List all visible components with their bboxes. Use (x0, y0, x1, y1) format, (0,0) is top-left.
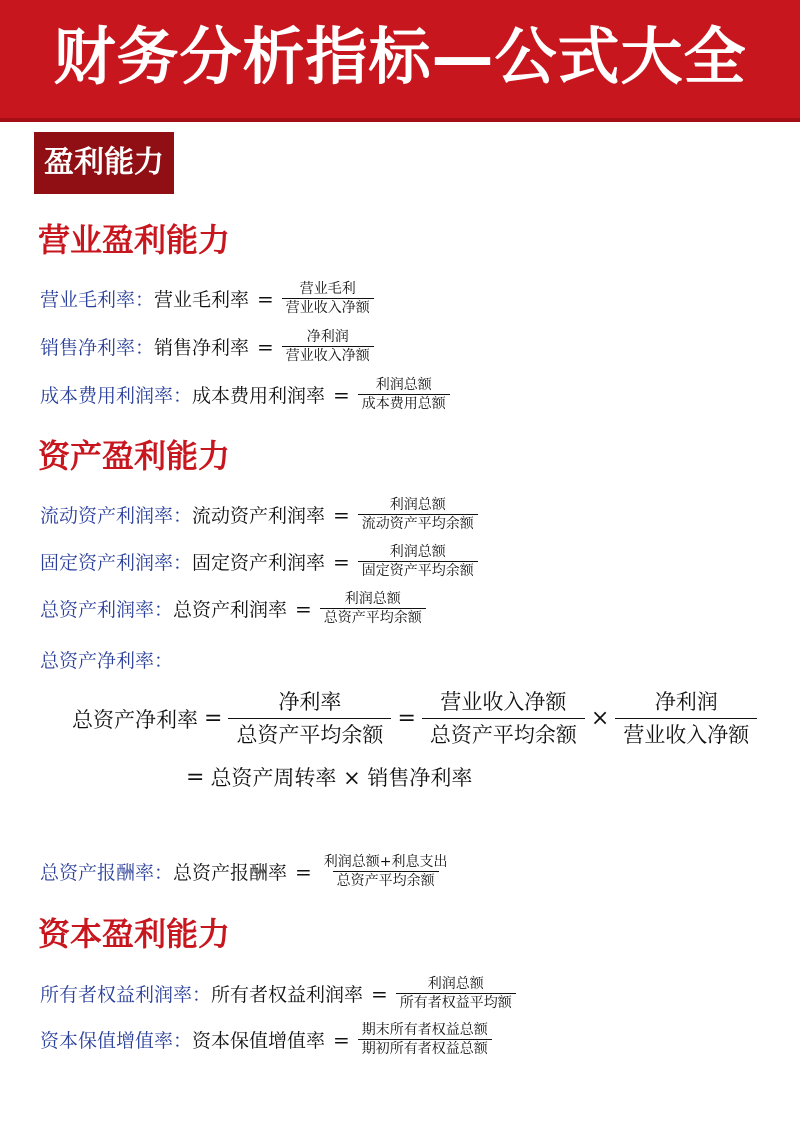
equals-sign: = (295, 596, 312, 621)
result-expression: 总资产周转率 × 销售净利率 (210, 766, 473, 790)
numerator: 净利率 (278, 690, 342, 714)
times-sign: × (590, 706, 610, 731)
denominator: 流动资产平均余额 (358, 514, 478, 533)
section-heading: 盈利能力 (34, 132, 174, 194)
denominator: 成本费用总额 (358, 394, 450, 413)
denominator: 总资产平均余额 (422, 718, 585, 751)
formula-total-asset-net-expanded (72, 686, 757, 751)
fraction (615, 686, 757, 751)
equals-sign: = (333, 382, 350, 407)
subheading-capital: 资本盈利能力 (38, 915, 231, 953)
formula-name: 资本保值增值率 (192, 1030, 326, 1052)
fraction (228, 686, 391, 751)
numerator: 营业毛利 (299, 281, 356, 297)
formula-row-cost-profit (40, 376, 450, 413)
formula-label: 流动资产利润率： (40, 505, 193, 527)
fraction (282, 280, 374, 317)
formula-name: 流动资产利润率 (192, 505, 326, 527)
fraction (282, 328, 374, 365)
formula-row-gross-margin (40, 280, 374, 317)
numerator: 利润总额 (344, 591, 401, 607)
numerator: 利润总额 (389, 497, 446, 513)
formula-row-equity-profit (40, 975, 516, 1012)
denominator: 营业收入净额 (282, 298, 374, 317)
formula-row-total-asset-return (40, 853, 452, 890)
fraction (320, 590, 426, 627)
equals-sign: = (333, 502, 350, 527)
numerator: 利润总额 (375, 377, 432, 393)
denominator: 营业收入净额 (615, 718, 757, 751)
formula-label: 营业毛利率： (40, 289, 155, 311)
equals-sign: = (186, 764, 205, 790)
fraction (358, 1021, 492, 1058)
formula-name: 成本费用利润率 (192, 385, 326, 407)
page-title: 财务分析指标—公式大全 (53, 20, 747, 93)
formula-row-fixed-asset-profit (40, 543, 478, 580)
fraction (358, 496, 478, 533)
fraction (396, 975, 516, 1012)
formula-row-capital-maintenance (40, 1021, 492, 1058)
formula-name: 销售净利率 (154, 337, 250, 359)
equals-sign: = (333, 549, 350, 574)
numerator: 营业收入净额 (440, 690, 567, 714)
equals-sign: = (295, 859, 312, 884)
formula-row-total-asset-net-label (40, 646, 173, 673)
subheading-asset: 资产盈利能力 (38, 437, 231, 475)
denominator: 期初所有者权益总额 (358, 1039, 492, 1058)
denominator: 营业收入净额 (282, 346, 374, 365)
fraction (320, 853, 452, 890)
numerator: 净利润 (654, 690, 718, 714)
formula-row-net-sales-margin (40, 328, 374, 365)
equals-sign: = (257, 286, 274, 311)
formula-label: 固定资产利润率： (40, 552, 193, 574)
formula-label: 总资产报酬率： (40, 862, 174, 884)
equals-sign: = (371, 981, 388, 1006)
numerator: 净利润 (306, 329, 349, 345)
formula-label: 总资产利润率： (40, 599, 174, 621)
numerator: 期末所有者权益总额 (361, 1022, 488, 1038)
fraction (422, 686, 585, 751)
numerator: 利润总额 (389, 544, 446, 560)
denominator: 所有者权益平均额 (396, 993, 516, 1012)
denominator: 总资产平均余额 (320, 608, 426, 627)
equals-sign: = (204, 706, 223, 731)
formula-name: 总资产净利率 (72, 707, 198, 732)
denominator: 固定资产平均余额 (358, 561, 478, 580)
equals-sign: = (257, 334, 274, 359)
formula-label: 成本费用利润率： (40, 385, 193, 407)
formula-total-asset-net-result (180, 762, 472, 792)
equals-sign: = (333, 1027, 350, 1052)
formula-row-total-asset-profit (40, 590, 426, 627)
subheading-operating: 营业盈利能力 (38, 221, 231, 259)
denominator: 总资产平均余额 (228, 718, 391, 751)
formula-name: 总资产利润率 (173, 599, 288, 621)
formula-name: 总资产报酬率 (173, 862, 288, 884)
title-banner (0, 0, 800, 118)
formula-label: 销售净利率： (40, 337, 155, 359)
numerator: 利润总额 (427, 976, 484, 992)
formula-name: 所有者权益利润率 (211, 984, 364, 1006)
numerator: 利润总额+利息支出 (323, 854, 448, 870)
formula-name: 营业毛利率 (154, 289, 250, 311)
formula-label: 总资产净利率： (40, 650, 174, 672)
formula-name: 固定资产利润率 (192, 552, 326, 574)
fraction (358, 543, 478, 580)
formula-row-current-asset-profit (40, 496, 478, 533)
denominator: 总资产平均余额 (333, 871, 439, 890)
equals-sign: = (397, 706, 416, 731)
formula-label: 资本保值增值率： (40, 1030, 193, 1052)
formula-label: 所有者权益利润率： (40, 984, 212, 1006)
fraction (358, 376, 450, 413)
